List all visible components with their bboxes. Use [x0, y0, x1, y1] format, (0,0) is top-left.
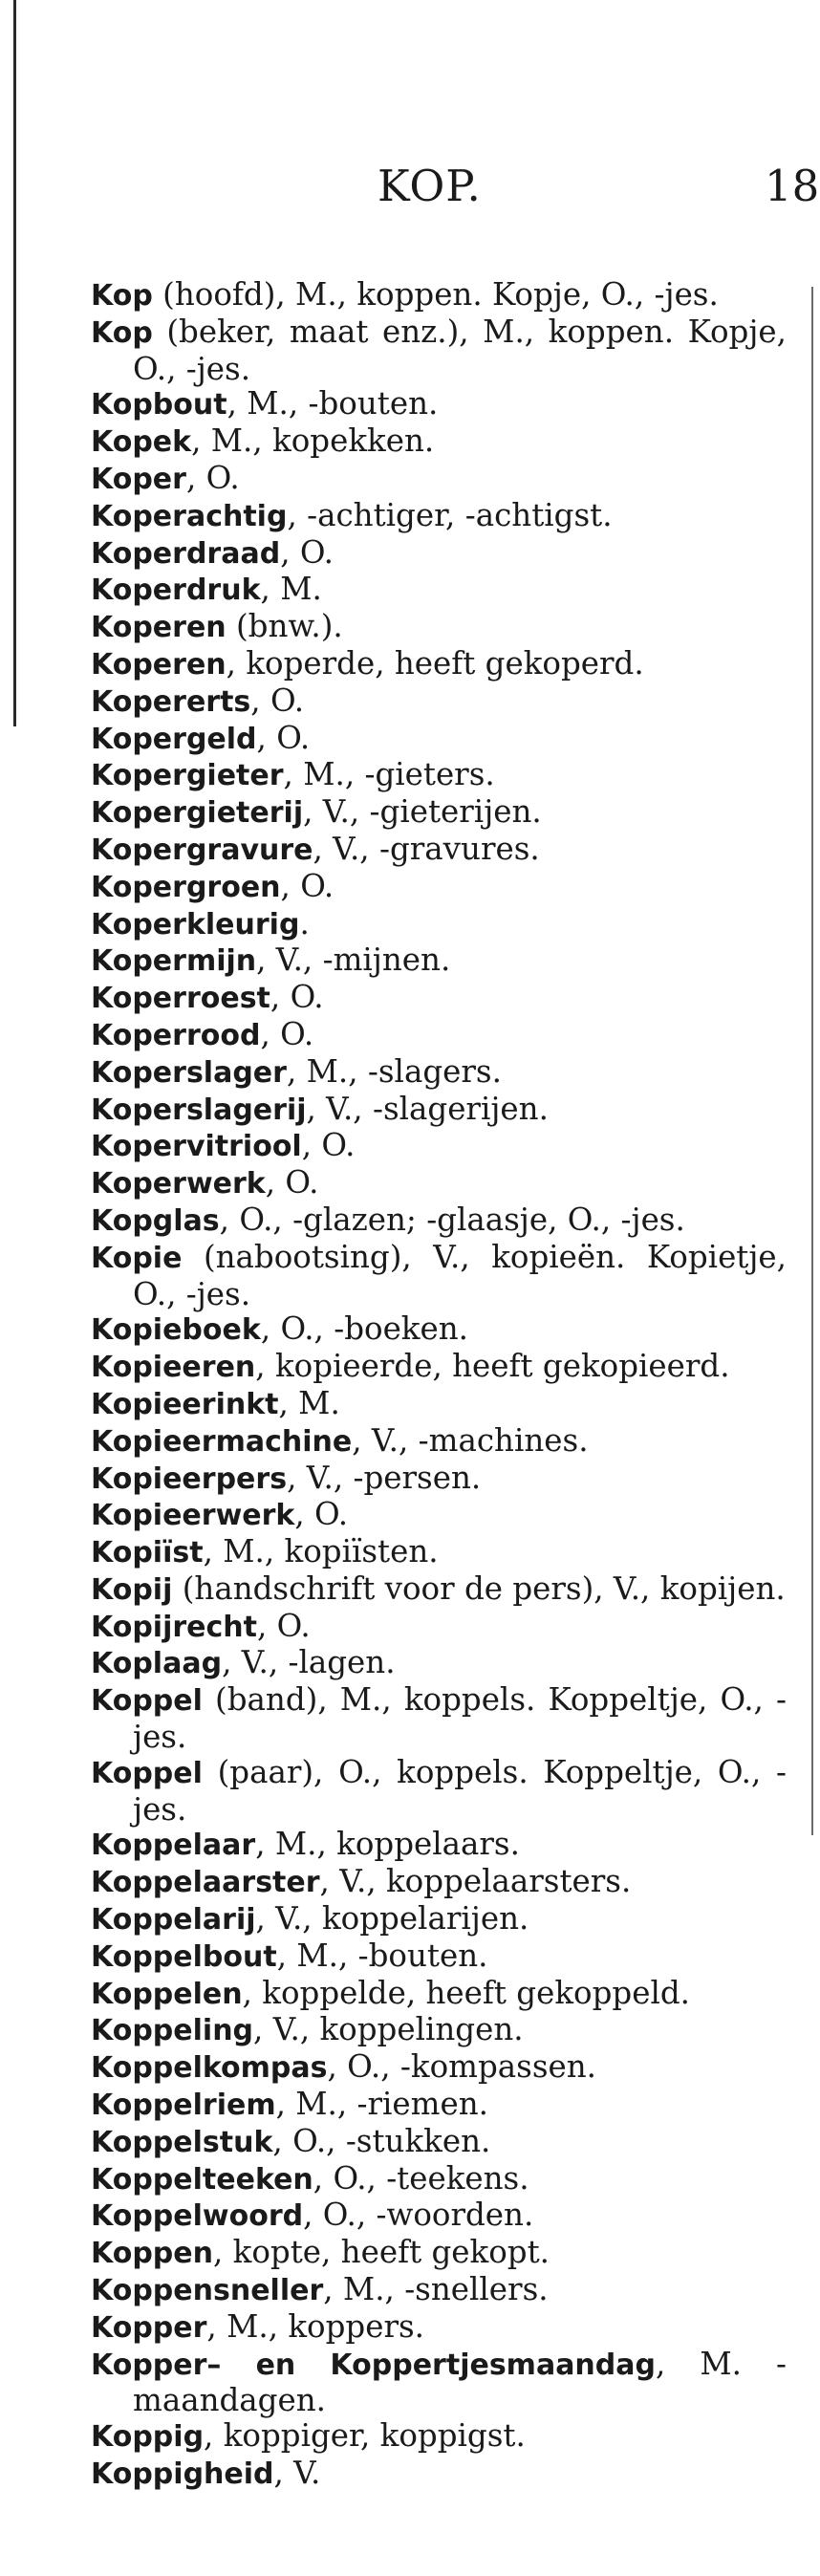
entry-headword: Kopervitriool: [91, 1130, 302, 1164]
dictionary-entry: [91, 423, 787, 461]
left-margin-rule: [13, 0, 16, 726]
dictionary-entry: [91, 1827, 787, 1864]
entry-definition: , M.: [278, 1384, 340, 1421]
entry-definition: , V., koppelarijen.: [255, 1900, 529, 1937]
dictionary-entry: [91, 2124, 787, 2161]
dictionary-entry: [91, 832, 787, 869]
entry-definition: , M., -gieters.: [283, 756, 495, 793]
entry-headword: Kopergravure: [91, 833, 313, 867]
entry-headword: Kopiïst: [91, 1536, 204, 1570]
dictionary-entry: [91, 2418, 787, 2456]
entry-headword: Koperkleurig: [91, 907, 300, 942]
dictionary-entry: [91, 277, 787, 314]
entry-definition: (bnw.).: [226, 608, 343, 645]
dictionary-entry: [91, 980, 787, 1017]
entry-definition: .: [299, 904, 310, 942]
dictionary-entry: [91, 757, 787, 794]
entry-headword: Kopergeld: [91, 722, 257, 756]
entry-headword: Koppel: [91, 1756, 203, 1790]
entry-headword: Koperroest: [91, 982, 270, 1016]
dictionary-entry: [91, 1864, 787, 1901]
dictionary-entry: [91, 2272, 787, 2309]
entry-definition: , V., -machines.: [352, 1421, 589, 1459]
entry-definition: (hoofd), M., koppen. Kopje, O., -jes.: [152, 276, 719, 313]
dictionary-entry: [91, 1901, 787, 1938]
dictionary-entry: [91, 2456, 787, 2493]
dictionary-entry: [91, 2197, 787, 2235]
entry-definition: , koppelde, heeft gekoppeld.: [242, 1974, 690, 2011]
entry-headword: Koppeling: [91, 2014, 254, 2048]
running-head: KOP.: [378, 161, 482, 211]
entry-headword: Koppelbout: [91, 1939, 277, 1974]
entry-definition: , O., -stukken.: [272, 2122, 491, 2159]
dictionary-entry: [91, 461, 787, 498]
entry-definition: , V., -gravures.: [313, 830, 540, 867]
dictionary-entry: [91, 1017, 787, 1054]
dictionary-entry: [91, 314, 787, 387]
entry-headword: Koperwerk: [91, 1167, 266, 1201]
dictionary-entry: [91, 646, 787, 683]
entry-definition: , M., kopekken.: [191, 422, 435, 460]
entry-definition: , O., -glazen; -glaasje, O., -jes.: [219, 1201, 685, 1238]
entry-definition: , koperde, heeft gekoperd.: [226, 644, 644, 682]
entry-definition: , V.: [273, 2455, 321, 2492]
entry-headword: Kopij: [91, 1572, 173, 1607]
entry-headword: Koper: [91, 462, 186, 496]
entry-definition: , V., -persen.: [287, 1459, 482, 1496]
dictionary-entry: [91, 1165, 787, 1202]
dictionary-entry: [91, 906, 787, 943]
entry-definition: , M., -bouten.: [227, 385, 439, 422]
dictionary-entry: [91, 2087, 787, 2124]
entry-definition: , M., -bouten.: [276, 1937, 488, 1974]
entry-headword: Kopieermachine: [91, 1424, 353, 1459]
entry-definition: , M., -snellers.: [323, 2271, 549, 2308]
entry-definition: , O., -woorden.: [303, 2197, 534, 2234]
entry-definition: , O.: [280, 533, 334, 571]
entry-headword: Kopek: [91, 425, 192, 460]
entry-headword: Kopbout: [91, 388, 227, 422]
entry-definition: , kopieerde, heeft gekopieerd.: [255, 1348, 730, 1385]
entry-headword: Kopergroen: [91, 870, 281, 904]
dictionary-entry: [91, 498, 787, 535]
entry-headword: Koperslagerij: [91, 1093, 307, 1127]
entry-definition: (paar), O., koppels. Koppeltje, O., -jes.: [133, 1753, 787, 1828]
entry-definition: , O.: [250, 682, 305, 719]
entry-headword: Koperdruk: [91, 574, 261, 608]
entry-headword: Koperen: [91, 647, 227, 682]
entry-definition: , V., -slagerijen.: [306, 1090, 549, 1127]
dictionary-entry: [91, 1240, 787, 1312]
dictionary-entry: [91, 869, 787, 906]
entry-headword: Koppelteeken: [91, 2162, 313, 2197]
dictionary-entry: [91, 2235, 787, 2272]
entry-definition: , M., -riemen.: [275, 2086, 488, 2123]
dictionary-entry: [91, 683, 787, 721]
entry-headword: Kopieerwerk: [91, 1499, 295, 1533]
entry-headword: Koppel: [91, 1684, 203, 1719]
entry-headword: Koperslager: [91, 1055, 287, 1090]
dictionary-entry: [91, 794, 787, 832]
entry-headword: Kopergieterij: [91, 796, 304, 831]
entry-headword: Koppig: [91, 2420, 205, 2455]
entry-headword: Koplaag: [91, 1647, 223, 1681]
entry-definition: , M., koppers.: [206, 2307, 425, 2345]
entry-headword: Koperdraad: [91, 536, 281, 571]
entry-headword: Kopermijn: [91, 944, 257, 979]
entry-headword: Kopererts: [91, 684, 251, 719]
dictionary-entry: [91, 1755, 787, 1828]
dictionary-entry: [91, 1976, 787, 2013]
entry-headword: Kopergieter: [91, 759, 284, 793]
entry-headword: Koppelwoord: [91, 2199, 304, 2234]
entry-definition: , O., -boeken.: [260, 1310, 468, 1348]
entry-definition: , V., koppelaarsters.: [319, 1863, 632, 1900]
entry-definition: , kopte, heeft gekopt.: [212, 2234, 550, 2271]
entry-headword: Koperen: [91, 611, 227, 645]
entry-headword: Koppelriem: [91, 2089, 276, 2123]
dictionary-entry: [91, 1092, 787, 1129]
dictionary-entry: [91, 535, 787, 573]
entry-headword: Koperachtig: [91, 499, 288, 533]
entry-headword: Kopieeren: [91, 1351, 256, 1385]
dictionary-entry: [91, 721, 787, 758]
entry-definition: , M., -slagers.: [286, 1052, 502, 1090]
dictionary-entry: [91, 1534, 787, 1571]
dictionary-entry: [91, 1938, 787, 1976]
entry-definition: , O.: [270, 979, 324, 1016]
entry-definition: (beker, maat enz.), M., koppen. Kopje, O., -jes.: [133, 313, 787, 387]
dictionary-entry: [91, 609, 787, 646]
entry-definition: , O.: [280, 867, 334, 904]
entry-definition: , V., -lagen.: [222, 1644, 396, 1681]
entry-definition: , V., -gieterijen.: [303, 793, 542, 831]
entry-headword: Koppelaar: [91, 1829, 256, 1863]
entry-definition: , O.: [301, 1127, 356, 1164]
entry-headword: Kopieerpers: [91, 1461, 288, 1496]
dictionary-entry: [91, 572, 787, 609]
dictionary-entry: [91, 1386, 787, 1423]
entry-definition: (handschrift voor de pers), V., kopijen.: [172, 1569, 786, 1607]
entry-headword: Kopper– en Koppertjesmaandag: [91, 2348, 656, 2382]
dictionary-entry: [91, 1571, 787, 1609]
entry-headword: Koppigheid: [91, 2457, 274, 2492]
dictionary-entry: [91, 2012, 787, 2049]
entry-definition: (band), M., koppels. Koppeltje, O., -jes.: [133, 1681, 787, 1756]
entry-definition: , koppiger, koppigst.: [204, 2417, 526, 2455]
dictionary-entry: [91, 1202, 787, 1240]
right-margin-rule: [811, 287, 813, 1835]
dictionary-entry: [91, 1054, 787, 1092]
entry-definition: , V., -mijnen.: [256, 942, 451, 979]
dictionary-entry: [91, 1645, 787, 1682]
entry-definition: , O.: [294, 1496, 349, 1533]
dictionary-entry: [91, 1311, 787, 1349]
page-header: [0, 141, 820, 218]
page-number: 18: [765, 161, 820, 211]
entry-headword: Kop: [91, 315, 153, 350]
entry-definition: , M., koppelaars.: [255, 1826, 520, 1863]
dictionary-entry: [91, 1423, 787, 1461]
entry-definition: , M., kopiïsten.: [203, 1533, 439, 1570]
entry-headword: Kopglas: [91, 1203, 220, 1238]
entry-headword: Kop: [91, 279, 153, 313]
dictionary-entry: [91, 2049, 787, 2087]
entry-headword: Kopieboek: [91, 1313, 261, 1348]
entry-definition: , M. -maandagen.: [133, 2345, 787, 2419]
dictionary-entry: [91, 1497, 787, 1534]
dictionary-entry: [91, 1609, 787, 1646]
entry-definition: , M.: [260, 571, 322, 608]
entry-headword: Kopie: [91, 1241, 183, 1275]
dictionary-entry: [91, 942, 787, 980]
entry-definition: , O., -kompassen.: [327, 2048, 596, 2086]
entry-headword: Kopieerinkt: [91, 1387, 279, 1421]
entry-definition: , O.: [185, 459, 240, 496]
dictionary-entry: [91, 2309, 787, 2347]
entry-headword: Kopijrecht: [91, 1610, 257, 1644]
dictionary-entry: [91, 1349, 787, 1386]
dictionary-entry: [91, 1682, 787, 1755]
entry-headword: Koppelaarster: [91, 1866, 320, 1900]
entry-definition: , O.: [260, 1015, 314, 1052]
entry-headword: Koperrood: [91, 1018, 261, 1052]
dictionary-entry: [91, 1128, 787, 1165]
entry-headword: Koppelstuk: [91, 2125, 273, 2159]
entry-headword: Koppelarij: [91, 1903, 256, 1937]
dictionary-entries: [91, 277, 787, 2493]
entry-definition: , O.: [256, 719, 311, 756]
entry-headword: Koppelen: [91, 1977, 243, 2011]
dictionary-entry: [91, 2161, 787, 2198]
entry-headword: Koppen: [91, 2237, 213, 2271]
entry-headword: Kopper: [91, 2310, 207, 2345]
dictionary-entry: [91, 386, 787, 423]
entry-definition: , O.: [265, 1164, 319, 1201]
entry-definition: (nabootsing), V., kopieën. Kopietje, O., -jes.: [133, 1238, 787, 1312]
entry-definition: , O., -teekens.: [313, 2159, 529, 2197]
entry-headword: Koppensneller: [91, 2274, 324, 2308]
entry-definition: , -achtiger, -achtigst.: [287, 496, 613, 533]
dictionary-entry: [91, 1461, 787, 1498]
entry-definition: , O.: [257, 1607, 311, 1644]
dictionary-entry: [91, 2347, 787, 2419]
entry-definition: , V., koppelingen.: [253, 2011, 524, 2048]
entry-headword: Koppelkompas: [91, 2051, 328, 2086]
